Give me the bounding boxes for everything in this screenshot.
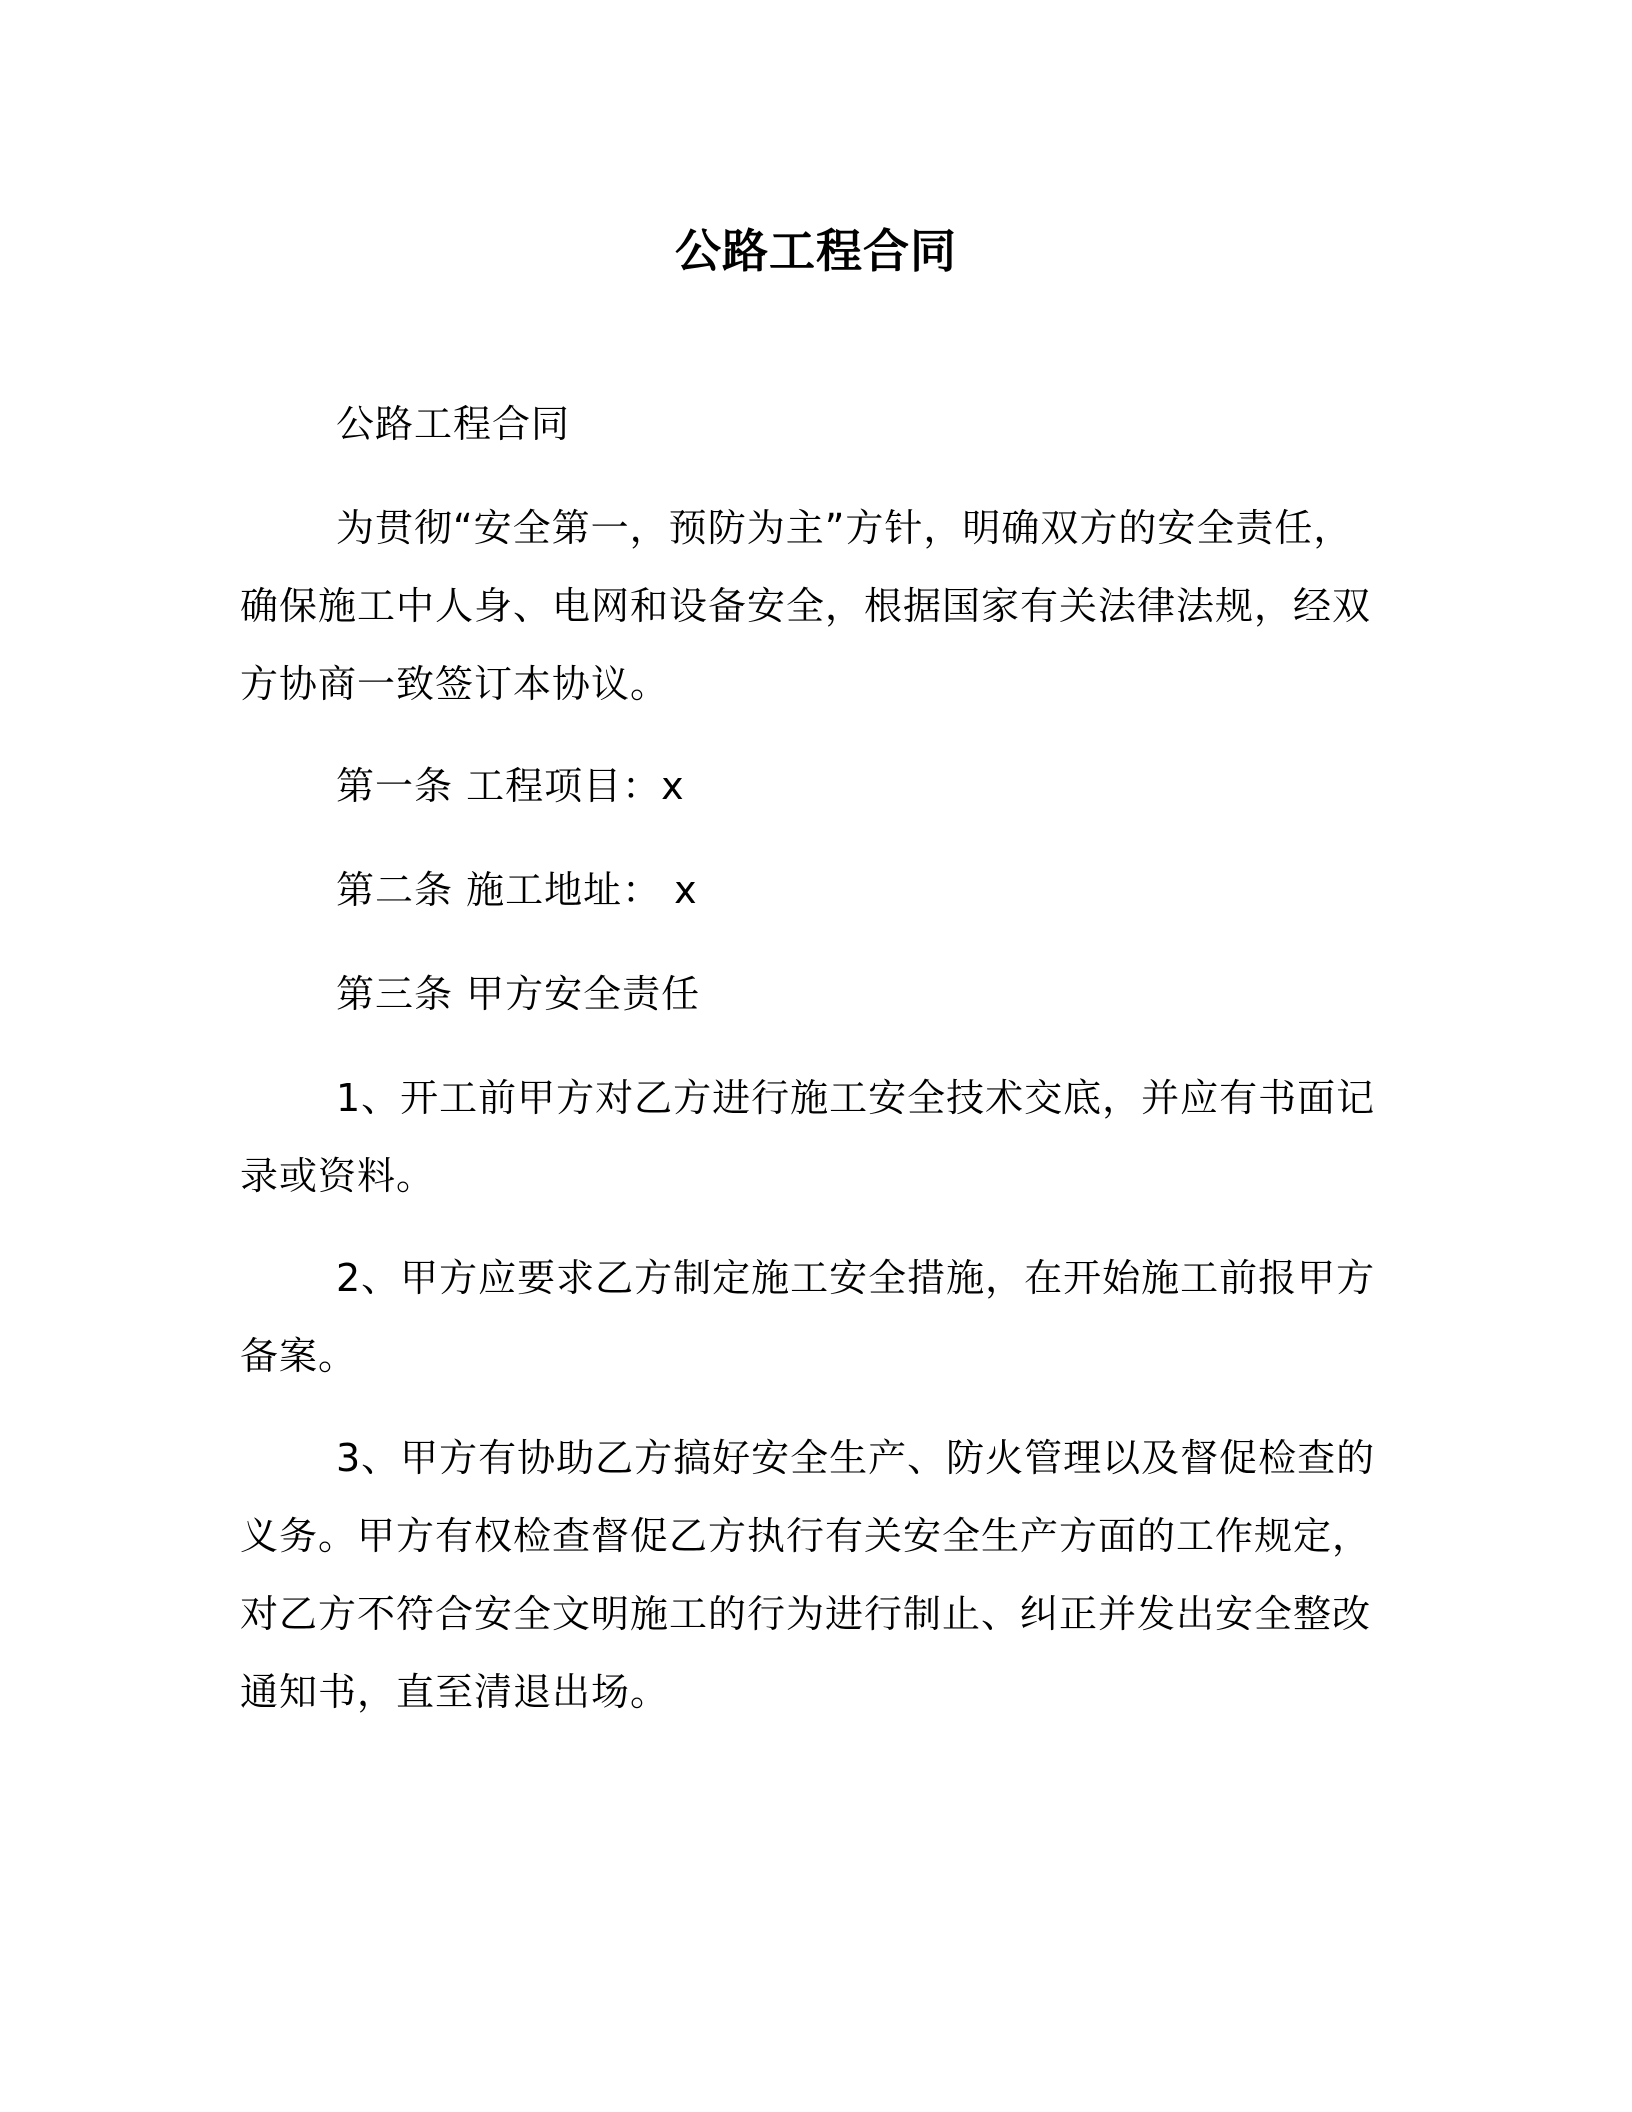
item-3-text: 3、甲方有协助乙方搞好安全生产、防火管理以及督促检查的义务。甲方有权检查督促乙方执行有关安全生产方面的工作规定，对乙方不符合安全文明施工的行为进行制止、纠正并发出安全整改通知书，直至清退出场。 <box>240 1436 1376 1714</box>
intro-paragraph <box>240 489 1380 723</box>
article-1-text: 第一条 工程项目：x <box>336 764 685 808</box>
item-1-text: 1、开工前甲方对乙方进行施工安全技术交底，并应有书面记录或资料。 <box>240 1076 1376 1198</box>
intro-text: 为贯彻“安全第一，预防为主”方针，明确双方的安全责任，确保施工中人身、电网和设备安全，根据国家有关法律法规，经双方协商一致签订本协议。 <box>240 506 1372 706</box>
document-title: 公路工程合同 <box>675 224 957 278</box>
article-3-text: 第三条 甲方安全责任 <box>336 972 701 1016</box>
subtitle-text: 公路工程合同 <box>336 402 571 446</box>
item-3-paragraph <box>240 1419 1380 1731</box>
article-3-paragraph <box>240 955 1380 1033</box>
item-2-paragraph <box>240 1239 1380 1395</box>
item-1-paragraph <box>240 1059 1380 1215</box>
article-1-paragraph <box>240 747 1380 825</box>
article-2-paragraph <box>240 851 1380 929</box>
item-2-text: 2、甲方应要求乙方制定施工安全措施，在开始施工前报甲方备案。 <box>240 1256 1376 1378</box>
subtitle-paragraph <box>240 385 1380 463</box>
article-2-text: 第二条 施工地址： x <box>336 868 698 912</box>
